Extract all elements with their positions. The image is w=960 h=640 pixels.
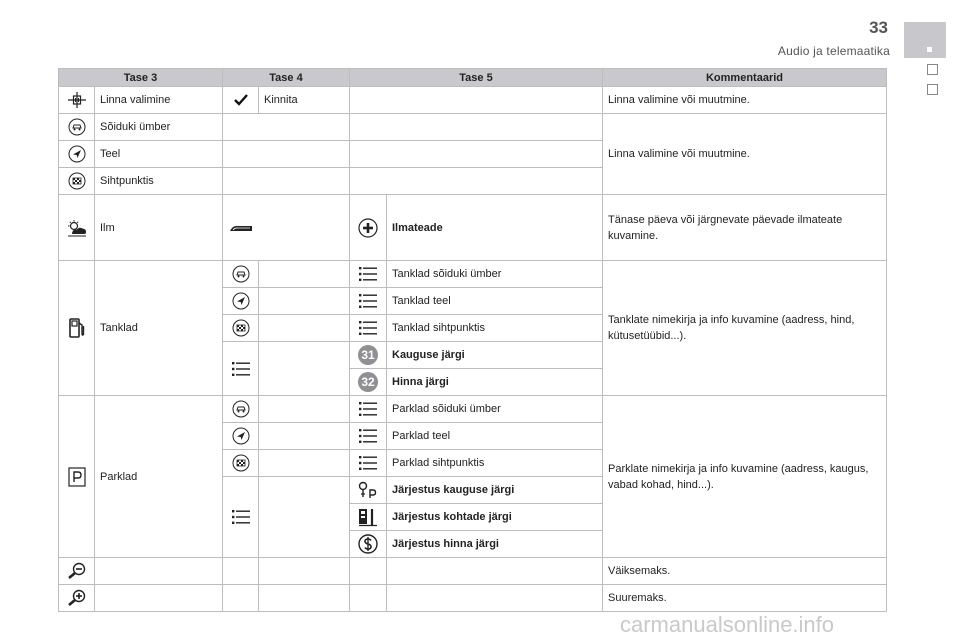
empty-cell xyxy=(259,396,350,423)
header-comments: Kommentaarid xyxy=(603,69,887,87)
weather-label: Ilm xyxy=(95,195,223,261)
stations-label: Tanklad xyxy=(95,261,223,396)
empty-cell xyxy=(350,114,603,141)
empty-cell xyxy=(223,585,259,612)
list-icon xyxy=(350,315,387,342)
vehicle-around-icon xyxy=(223,396,259,423)
list-icon xyxy=(350,261,387,288)
empty-cell xyxy=(223,168,350,195)
empty-cell xyxy=(95,585,223,612)
by-price-label: Hinna järgi xyxy=(387,369,603,396)
empty-cell xyxy=(259,288,350,315)
table-row xyxy=(59,585,887,612)
chapter-box-2 xyxy=(927,84,938,95)
empty-cell xyxy=(223,141,350,168)
table-row xyxy=(59,114,887,141)
by-distance-label: Kauguse järgi xyxy=(387,342,603,369)
empty-cell xyxy=(259,450,350,477)
around-vehicle-label: Sõiduki ümber xyxy=(95,114,223,141)
sort-spaces-label: Järjestus kohtade järgi xyxy=(387,504,603,531)
list-icon xyxy=(350,423,387,450)
badge-32: 32 xyxy=(358,372,378,392)
parking-destination-label: Parklad sihtpunktis xyxy=(387,450,603,477)
route-arrow-icon xyxy=(59,141,95,168)
weather-info-label: Ilmateade xyxy=(387,195,603,261)
section-title: Audio ja telemaatika xyxy=(777,44,890,58)
destination-flag-icon xyxy=(223,450,259,477)
route-label: Teel xyxy=(95,141,223,168)
parking-spaces-icon xyxy=(350,504,387,531)
dollar-icon xyxy=(350,531,387,558)
stations-around-label: Tanklad sõiduki ümber xyxy=(387,261,603,288)
sort-distance-label: Järjestus kauguse järgi xyxy=(387,477,603,504)
empty-cell xyxy=(387,585,603,612)
reference-badge-32 xyxy=(350,369,387,396)
empty-cell xyxy=(350,168,603,195)
chapter-tab xyxy=(904,22,946,58)
parking-comment: Parklate nimekirja ja info kuvamine (aadress, kaugus, vabad kohad, hind...). xyxy=(603,396,887,558)
zoom-in-comment: Suuremaks. xyxy=(603,585,887,612)
parking-route-label: Parklad teel xyxy=(387,423,603,450)
list-icon xyxy=(350,288,387,315)
table-row xyxy=(59,87,887,114)
zoom-out-comment: Väiksemaks. xyxy=(603,558,887,585)
watermark: carmanualsonline.info xyxy=(620,612,835,637)
page-number: 33 xyxy=(869,18,888,37)
vehicle-around-icon xyxy=(59,114,95,141)
zoom-out-icon xyxy=(59,558,95,585)
list-icon xyxy=(223,477,259,558)
weather-comment: Tänase päeva või järgnevate päevade ilmateate kuvamine. xyxy=(603,195,887,261)
stations-destination-label: Tanklad sihtpunktis xyxy=(387,315,603,342)
empty-cell xyxy=(259,342,350,396)
empty-cell xyxy=(259,558,350,585)
destination-flag-icon xyxy=(223,315,259,342)
route-arrow-icon xyxy=(223,423,259,450)
badge-31: 31 xyxy=(358,345,378,365)
destination-label: Sihtpunktis xyxy=(95,168,223,195)
empty-cell xyxy=(350,141,603,168)
stations-comment: Tanklate nimekirja ja info kuvamine (aadress, hind, kütusetüübid...). xyxy=(603,261,887,396)
list-icon xyxy=(223,342,259,396)
empty-cell xyxy=(223,558,259,585)
header-level-4: Tase 4 xyxy=(223,69,350,87)
city-select-label: Linna valimine xyxy=(95,87,223,114)
parking-around-label: Parklad sõiduki ümber xyxy=(387,396,603,423)
table-header xyxy=(59,69,887,87)
empty-cell xyxy=(259,585,350,612)
sort-price-label: Järjestus hinna järgi xyxy=(387,531,603,558)
empty-cell xyxy=(259,423,350,450)
menu-table xyxy=(58,68,887,612)
destination-flag-icon xyxy=(59,168,95,195)
vehicle-around-icon xyxy=(223,261,259,288)
parking-sign-icon xyxy=(59,396,95,558)
empty-cell xyxy=(223,114,350,141)
forecast-slider-icon xyxy=(223,195,350,261)
empty-cell xyxy=(259,261,350,288)
city-comment: Linna valimine või muutmine. xyxy=(603,87,887,114)
list-icon xyxy=(350,396,387,423)
table-row xyxy=(59,261,887,288)
empty-cell xyxy=(350,558,387,585)
header-level-3: Tase 3 xyxy=(59,69,223,87)
route-arrow-icon xyxy=(223,288,259,315)
list-icon xyxy=(350,450,387,477)
table-row xyxy=(59,558,887,585)
stations-route-label: Tanklad teel xyxy=(387,288,603,315)
parking-label: Parklad xyxy=(95,396,223,558)
person-parking-icon xyxy=(350,477,387,504)
empty-cell xyxy=(259,315,350,342)
empty-cell xyxy=(387,558,603,585)
empty-cell xyxy=(350,87,603,114)
weather-cloud-icon xyxy=(59,195,95,261)
fuel-pump-icon xyxy=(59,261,95,396)
header-level-5: Tase 5 xyxy=(350,69,603,87)
empty-cell xyxy=(350,585,387,612)
reference-badge-31 xyxy=(350,342,387,369)
city-target-icon xyxy=(59,87,95,114)
confirm-label: Kinnita xyxy=(259,87,350,114)
chapter-box-1 xyxy=(927,64,938,75)
empty-cell xyxy=(95,558,223,585)
zoom-in-icon xyxy=(59,585,95,612)
plus-circle-icon xyxy=(350,195,387,261)
table-row xyxy=(59,195,887,261)
table-row xyxy=(59,396,887,423)
nav-comment: Linna valimine või muutmine. xyxy=(603,114,887,195)
empty-cell xyxy=(259,477,350,558)
checkmark-icon xyxy=(223,87,259,114)
chapter-tab-mark xyxy=(927,47,932,52)
